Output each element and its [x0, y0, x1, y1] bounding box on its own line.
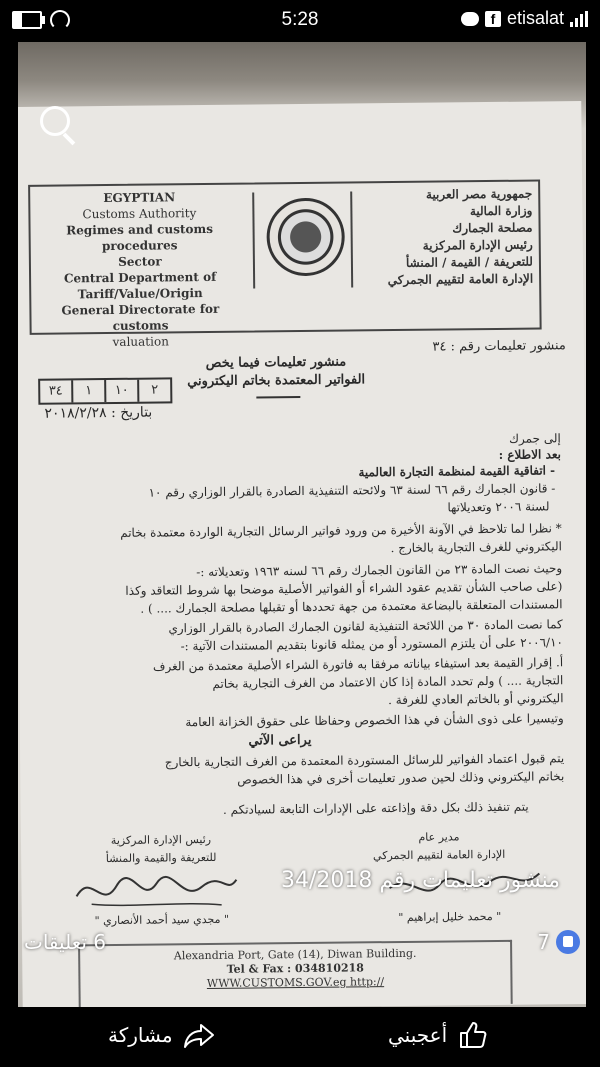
paragraph-4-cont: ٢٠٠٦/١٠ على أن يلتزم المستورد أو من يمثله قانونا بتقديم المستندات الآتية :- [180, 635, 563, 654]
post-caption: منشور تعليمات رقم 34/2018 [281, 868, 560, 893]
right-signer-title: مدير عام الإدارة العامة لتقييم الجمركي [372, 830, 506, 863]
paragraph-6: وتيسيرا على ذوى الشأن في هذا الخصوص وحفاظا على حقوق الخزانة العامة [185, 711, 564, 730]
comments-count[interactable]: 6 تعليقات [24, 930, 107, 954]
bullet-2: - قانون الجمارك رقم ٦٦ لسنة ٦٣ ولائحته التنفيذية الصادرة بالقرار الوزاري رقم ١٠ [148, 481, 556, 500]
document-footer: Alexandria Port, Gate (14), Diwan Building. Tel & Fax : 034810218 WWW.CUSTOMS.GOV.eg http:// [78, 940, 513, 1007]
bullet-1: - اتفاقية القيمة لمنظمة التجارة العالمية [358, 463, 556, 480]
left-signer-name: " مجدي سيد أحمد الأنصاري " [94, 912, 230, 928]
like-badge-icon [556, 930, 580, 954]
subject-line-2: الفواتير المعتمدة بخاتم اليكتروني [187, 372, 366, 390]
search-icon[interactable] [40, 106, 80, 146]
signal-icon [570, 11, 588, 27]
likes-count[interactable]: 7 [537, 930, 580, 954]
header-arabic: جمهورية مصر العربية وزارة المالية مصلحة الجمارك رئيس الإدارة المركزية للتعريفة / القيمة / المنشأ الإدارة العامة لتقييم الجمركي [387, 186, 534, 288]
subject-underline [256, 396, 300, 398]
left-signature-icon [71, 865, 242, 917]
paragraph-7-cont: بخاتم اليكتروني وذلك لحين صدور تعليمات أخرى في هذا الخصوص [237, 769, 565, 787]
customs-logo [252, 191, 353, 288]
bullet-2-cont: لسنة ٢٠٠٦ وتعديلاتها [447, 499, 550, 515]
closing-line: يتم تنفيذ ذلك بكل دقة وإذاعته على الإدارات التابعة لسيادتكم . [222, 799, 529, 817]
reaction-summary [18, 930, 586, 960]
paragraph-1: * نظرا لما تلاحظ في الآونة الأخيرة من ورود فواتير الرسائل التجارية الواردة معتمدة بخاتم [120, 521, 562, 540]
paragraph-7: يتم قبول اعتماد الفواتير للرسائل المستوردة المعتمدة من الغرف التجارية بالخارج [164, 751, 565, 770]
left-signer-title: رئيس الإدارة المركزية للتعريفة والقيمة والمنشأ [105, 832, 217, 866]
paragraph-3-cont: المستندات المتعلقة بالبضاعة معتمدة من جهة تحددها أو تقبلها مصلحة الجمارك .... ) . [140, 597, 563, 616]
share-arrow-icon [183, 1019, 215, 1051]
paragraph-4: كما نصت المادة ٣٠ من اللائحة التنفيذية لقانون الجمارك الصادرة بالقرار الوزاري [168, 617, 563, 636]
share-button[interactable]: مشاركة [108, 1019, 215, 1051]
paragraph-5-cont: التجارية .... ) ولم تحدد المادة إذا كان الاعتماد من الغرف التجارية بخاتم [212, 673, 564, 691]
reference-number-box: ٣٤ ١ ١٠ ٢ [38, 377, 172, 404]
thumbs-up-icon [457, 1019, 489, 1051]
paragraph-2: وحيث نصت المادة ٢٣ من القانون الجمارك رقم ٦٦ لسنه ١٩٦٣ وتعديلاته :- [196, 561, 563, 580]
right-signer-name: " محمد خليل إبراهيم " [398, 909, 502, 925]
paragraph-5: أ. إقرار القيمة بعد استيفاء بياناته مرفقا به فاتورة الشراء الأصلية معتمدة من الغرف [152, 655, 564, 674]
header-english: EGYPTIAN Customs Authority Regimes and customs procedures Sector Central Department of Tariff/Value/Origin General Directorate for customs valuation [61, 190, 220, 349]
observe-heading: يراعى الآتي [248, 732, 312, 749]
paragraph-1-cont: اليكتروني للغرف التجارية بالخارج . [390, 539, 562, 556]
clock: 5:28 [281, 9, 319, 30]
paragraph-5-end: اليكتروني أو بالخاتم العادي للغرفة . [388, 691, 564, 708]
paragraph-3: (على صاحب الشأن تقديم عقود الشراء أو الفواتير الأصلية موضحا بها شروط التعاقد وكذا [125, 579, 563, 598]
like-button[interactable]: أعجبني [388, 1019, 489, 1051]
status-bar [0, 0, 600, 42]
eagle-seal-icon [266, 198, 345, 277]
document-date: بتاريخ : ٢٠١٨/٢/٢٨ [44, 404, 153, 422]
circular-number: منشور تعليمات رقم : ٣٤ [432, 338, 566, 355]
carrier-name: etisalat [506, 8, 564, 28]
messenger-icon [461, 12, 479, 26]
action-bar [0, 1007, 600, 1067]
recipient: إلى جمرك [509, 431, 561, 446]
photo-viewer[interactable] [18, 42, 586, 1007]
subject-line-1: منشور تعليمات فيما يخص [205, 354, 347, 371]
facebook-icon: f [485, 11, 501, 27]
after-review: بعد الاطلاع : [498, 447, 562, 462]
